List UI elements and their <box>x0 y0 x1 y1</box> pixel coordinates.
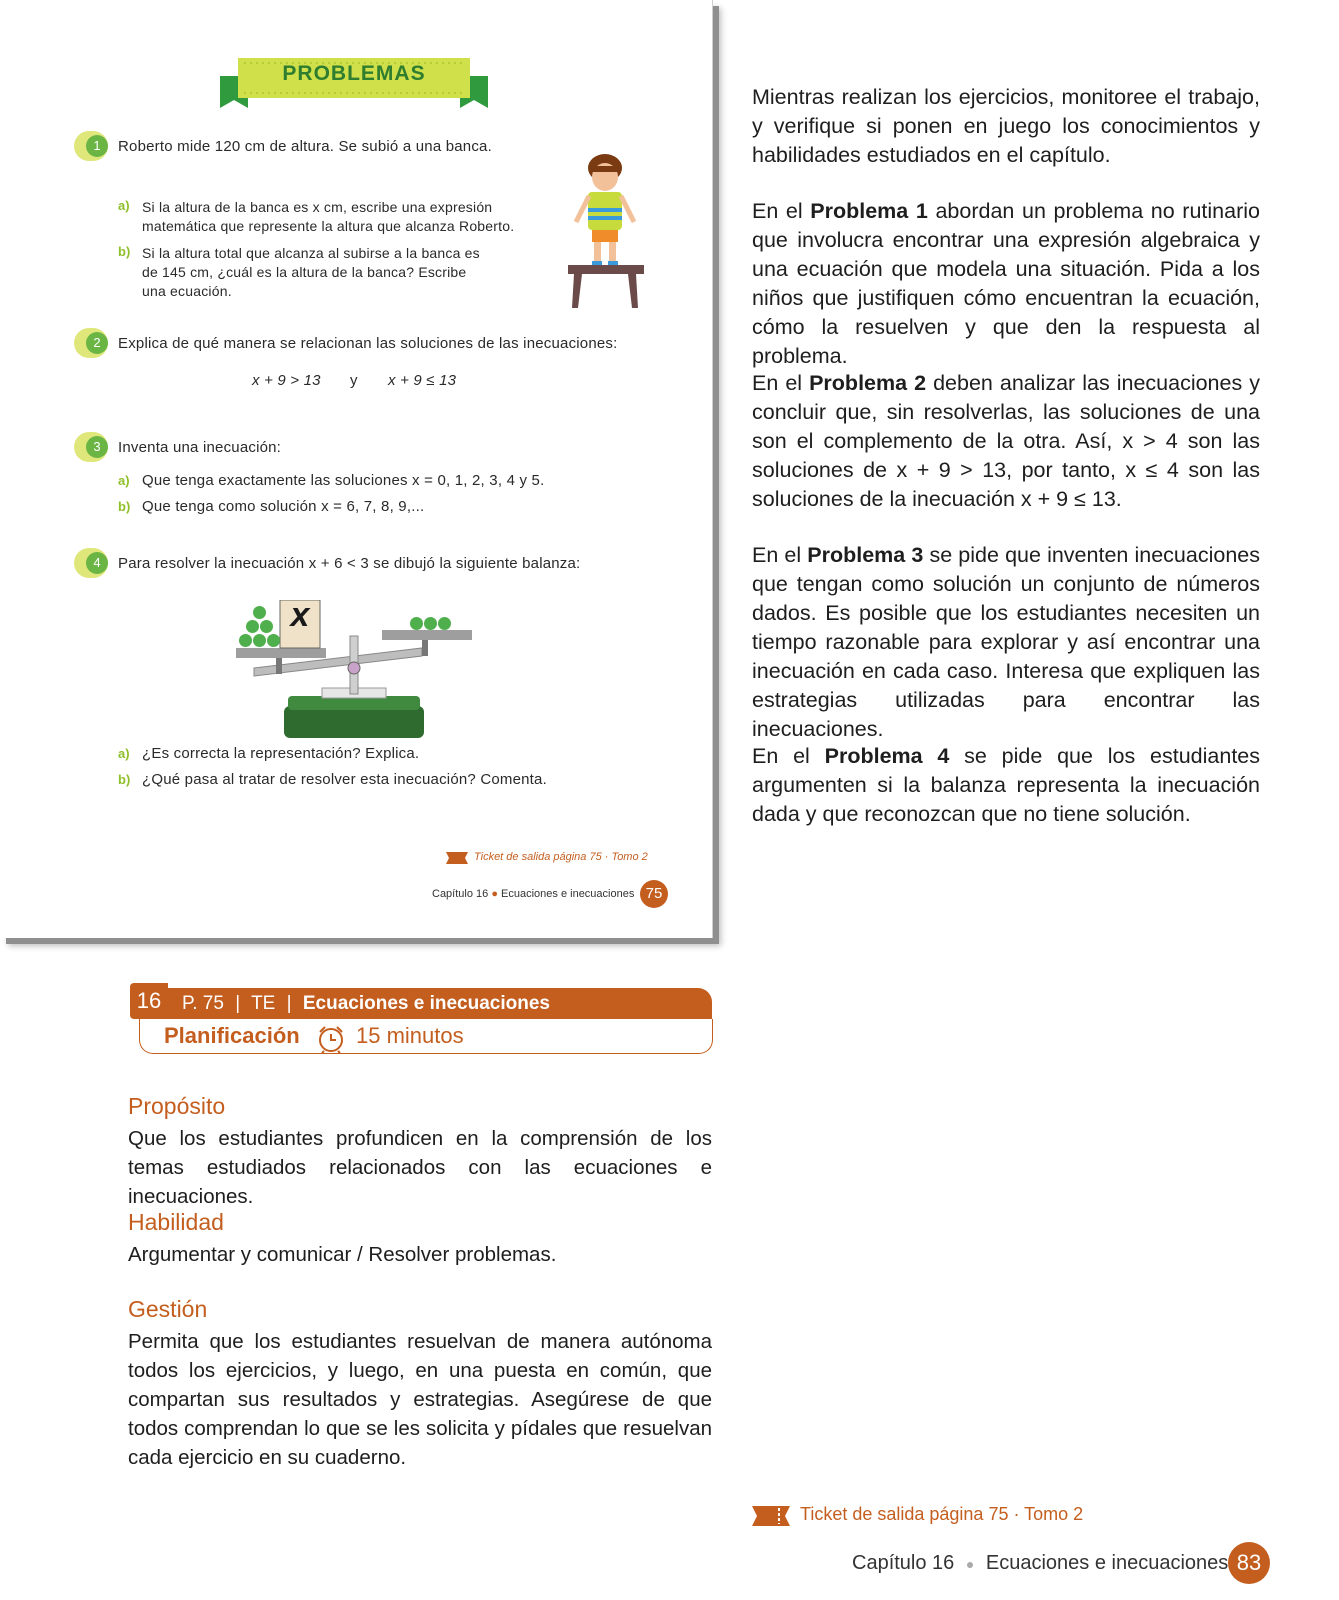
student-book-page <box>0 0 713 938</box>
problem-3a-text: Que tenga exactamente las soluciones x = 0, 1, 2, 3, 4 y 5. <box>142 472 545 489</box>
problem-4-guidance: En el Problema 4 se pide que los estudiantes argumenten si la balanza representa la inecuación dada y que reconozcan que no tiene solución. <box>752 744 1260 826</box>
problem-4a-letter: a) <box>118 746 130 761</box>
alarm-clock-icon <box>316 1024 346 1054</box>
footer-ticket-text: Ticket de salida página 75 · Tomo 2 <box>800 1504 1084 1524</box>
problem-3a-letter: a) <box>118 473 130 488</box>
problem-3-statement: Inventa una inecuación: <box>118 439 282 456</box>
ball <box>253 606 266 619</box>
problem-2-badge: 2 <box>74 328 108 358</box>
problem-4b-letter: b) <box>118 772 131 787</box>
ticket-text: Ticket de salida página 75 · Tomo 2 <box>474 851 648 863</box>
problem-1b-letter: b) <box>118 244 131 259</box>
inequality-2: x + 9 ≤ 13 <box>388 372 457 389</box>
planning-header-bar: P. 75 | TE | Ecuaciones e inecuaciones <box>168 988 712 1019</box>
banner-title: PROBLEMAS <box>282 62 426 85</box>
ball <box>424 617 437 630</box>
ticket-icon <box>446 852 468 864</box>
problem-1-badge: 1 <box>74 131 108 161</box>
problem-2-guidance: En el Problema 2 deben analizar las inecuaciones y concluir que, sin resolverlas, las soluciones de una son el complemento de la otra. Así, x > 4 son las soluciones de x + 9 > 13, por tanto, x ≤ 4 son las soluciones de la inecuación x + 9 ≤ 13. <box>752 371 1260 511</box>
inequality-connector: y <box>350 372 358 389</box>
problem-3-guidance: En el Problema 3 se pide que inventen inecuaciones que tengan como solución un conjunto de números dados. Es posible que los estudiantes necesiten un tiempo razonable para explorar y así encontrar una inecuación en cada caso. Interesa que expliquen las estrategias utilizadas para encontrar las inecuaciones. <box>752 543 1260 741</box>
student-footer: Capítulo 16 ● Ecuaciones e inecuaciones <box>432 888 635 900</box>
ball <box>438 617 451 630</box>
chapter-number-chip: 16 <box>130 983 168 1019</box>
section-heading-habilidad: Habilidad <box>128 1209 224 1235</box>
planning-label: Planificación <box>164 1023 300 1048</box>
problem-4a-text: ¿Es correcta la representación? Explica. <box>142 745 420 762</box>
inequality-1: x + 9 > 13 <box>252 372 321 389</box>
problem-1a-letter: a) <box>118 198 130 213</box>
ball <box>260 620 273 633</box>
footer-topic: Ecuaciones e inecuaciones <box>985 1552 1229 1574</box>
problem-1-statement: Roberto mide 120 cm de altura. Se subió a una banca. <box>118 138 492 155</box>
problem-4-badge: 4 <box>74 548 108 578</box>
section-heading-gestion: Gestión <box>128 1296 208 1322</box>
boy-on-bench-illustration <box>560 150 650 320</box>
problem-4b-text: ¿Qué pasa al tratar de resolver esta inecuación? Comenta. <box>142 771 547 788</box>
planning-duration: 15 minutos <box>356 1023 464 1048</box>
problem-4-statement: Para resolver la inecuación x + 6 < 3 se dibujó la siguiente balanza: <box>118 555 581 572</box>
problem-1-guidance: En el Problema 1 abordan un problema no rutinario que involucra encontrar una expresión algebraica y una ecuación que modela una situación. Pida a los niños que justifiquen cómo encuentran la ecuación, cómo la resuelven y que den la respuesta al problema. <box>752 199 1260 368</box>
ball <box>253 634 266 647</box>
problem-3-badge: 3 <box>74 432 108 462</box>
footer-chapter: Capítulo 16 <box>852 1552 955 1574</box>
problem-3b-letter: b) <box>118 499 131 514</box>
section-body-gestion: Permita que los estudiantes resuelvan de manera autónoma todos los ejercicios, y luego, en una puesta en común, que compartan sus resultados y estrategias. Asegúrese de que todos comprendan lo que se les solicita y pídales que resuelvan cada ejercicio en su cuaderno. <box>128 1330 712 1469</box>
section-body-proposito: Que los estudiantes profundicen en la comprensión de los temas estudiados relacionados con las ecuaciones e inecuaciones. <box>128 1127 712 1208</box>
page-number: 83 <box>1228 1542 1270 1584</box>
planning-topic: Ecuaciones e inecuaciones <box>302 993 550 1014</box>
page-ref: P. 75 <box>182 993 224 1014</box>
te-label: TE <box>251 993 276 1014</box>
footer-chapter-line: Capítulo 16 ● Ecuaciones e inecuaciones <box>852 1552 1229 1574</box>
student-page-number: 75 <box>640 880 668 908</box>
problem-1b-text: Si la altura total que alcanza al subirse a la banca es de 145 cm, ¿cuál es la altura de la banca? Escribe una ecuación. <box>142 245 480 299</box>
intro-paragraph: Mientras realizan los ejercicios, monitoree el trabajo, y verifique si ponen en juego los conocimientos y habilidades estudiados en el capítulo. <box>752 85 1260 167</box>
section-body-habilidad: Argumentar y comunicar / Resolver problemas. <box>128 1243 557 1266</box>
problem-1a-text: Si la altura de la banca es x cm, escribe una expresión matemática que represente la altura que alcanza Roberto. <box>142 199 515 234</box>
problem-2-statement: Explica de qué manera se relacionan las soluciones de las inecuaciones: <box>118 335 618 352</box>
problem-3b-text: Que tenga como solución x = 6, 7, 8, 9,... <box>142 498 425 515</box>
section-heading-proposito: Propósito <box>128 1093 226 1119</box>
ball <box>267 634 280 647</box>
scale-box-label: x <box>290 596 310 634</box>
ball <box>246 620 259 633</box>
ball <box>410 617 423 630</box>
ball <box>239 634 252 647</box>
footer-ticket-icon <box>752 1506 790 1526</box>
